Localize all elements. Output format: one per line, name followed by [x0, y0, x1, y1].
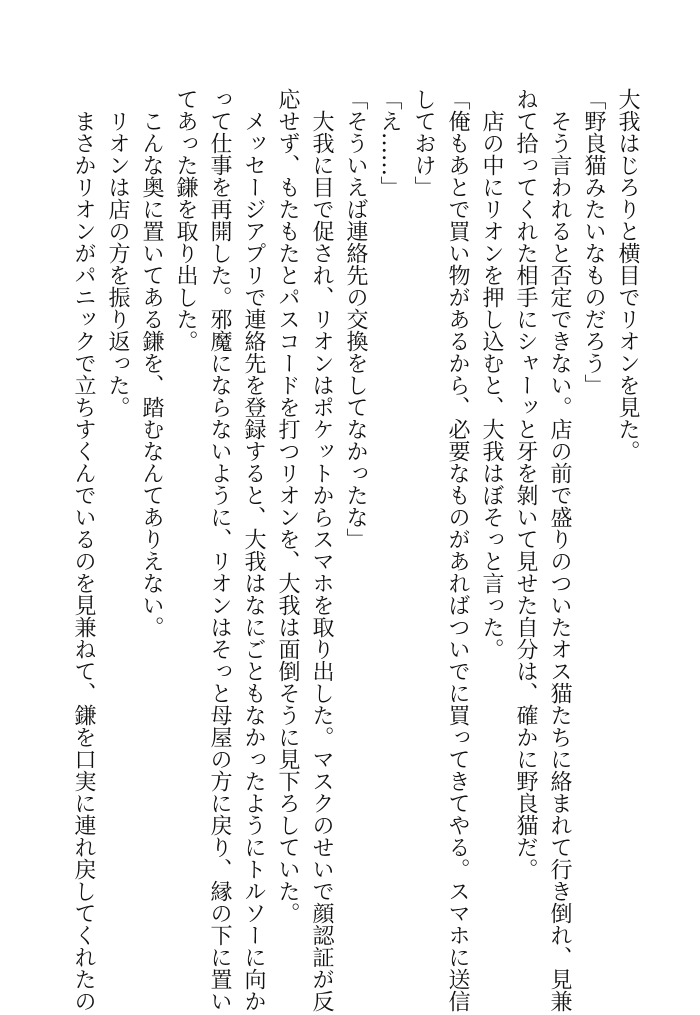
text-line-14: てあった鎌を取り出した。 [173, 88, 198, 352]
text-line-11: 応せず、もたもたとパスコードを打つリオンを、大我は面倒そうに見下ろしていた。 [275, 88, 300, 924]
text-line-7: しておけ」 [411, 88, 436, 198]
text-line-8: 「え……」 [377, 88, 402, 198]
text-line-3: そう言われると否定できない。店の前で盛りのついたオス猫たちに絡まれて行き倒れ、見兼 [547, 88, 572, 1012]
text-line-6: 「俺もあとで買い物があるから、必要なものがあればついでに買ってきてやる。スマホに送信 [445, 88, 470, 1012]
vertical-text-body [34, 88, 644, 1012]
text-line-9: 「そういえば連絡先の交換をしてなかったな」 [343, 88, 368, 550]
text-line-4: ねて拾ってくれた相手にシャーッと牙を剝いて見せた自分は、確かに野良猫だ。 [513, 88, 538, 880]
text-line-1: 大我はじろりと横目でリオンを見た。 [615, 88, 640, 462]
text-line-16: リオンは店の方を振り返った。 [105, 88, 130, 418]
text-line-17: まさかリオンがパニックで立ちすくんでいるのを見兼ねて、鎌を口実に連れ戻してくれたの [71, 88, 96, 1012]
text-line-13: って仕事を再開した。邪魔にならないように、リオンはそっと母屋の方に戻り、縁の下に置い [207, 88, 232, 1012]
text-line-2: 「野良猫みたいなものだろう」 [581, 88, 606, 396]
text-line-15: こんな奥に置いてある鎌を、踏むなんてありえない。 [139, 88, 164, 638]
text-line-10: 大我に目で促され、リオンはポケットからスマホを取り出した。マスクのせいで顔認証が反 [309, 88, 334, 1012]
text-line-12: メッセージアプリで連絡先を登録すると、大我はなにごともなかったようにトルソーに向か [241, 88, 266, 1012]
text-line-5: 店の中にリオンを押し込むと、大我はぼそっと言った。 [479, 88, 504, 660]
